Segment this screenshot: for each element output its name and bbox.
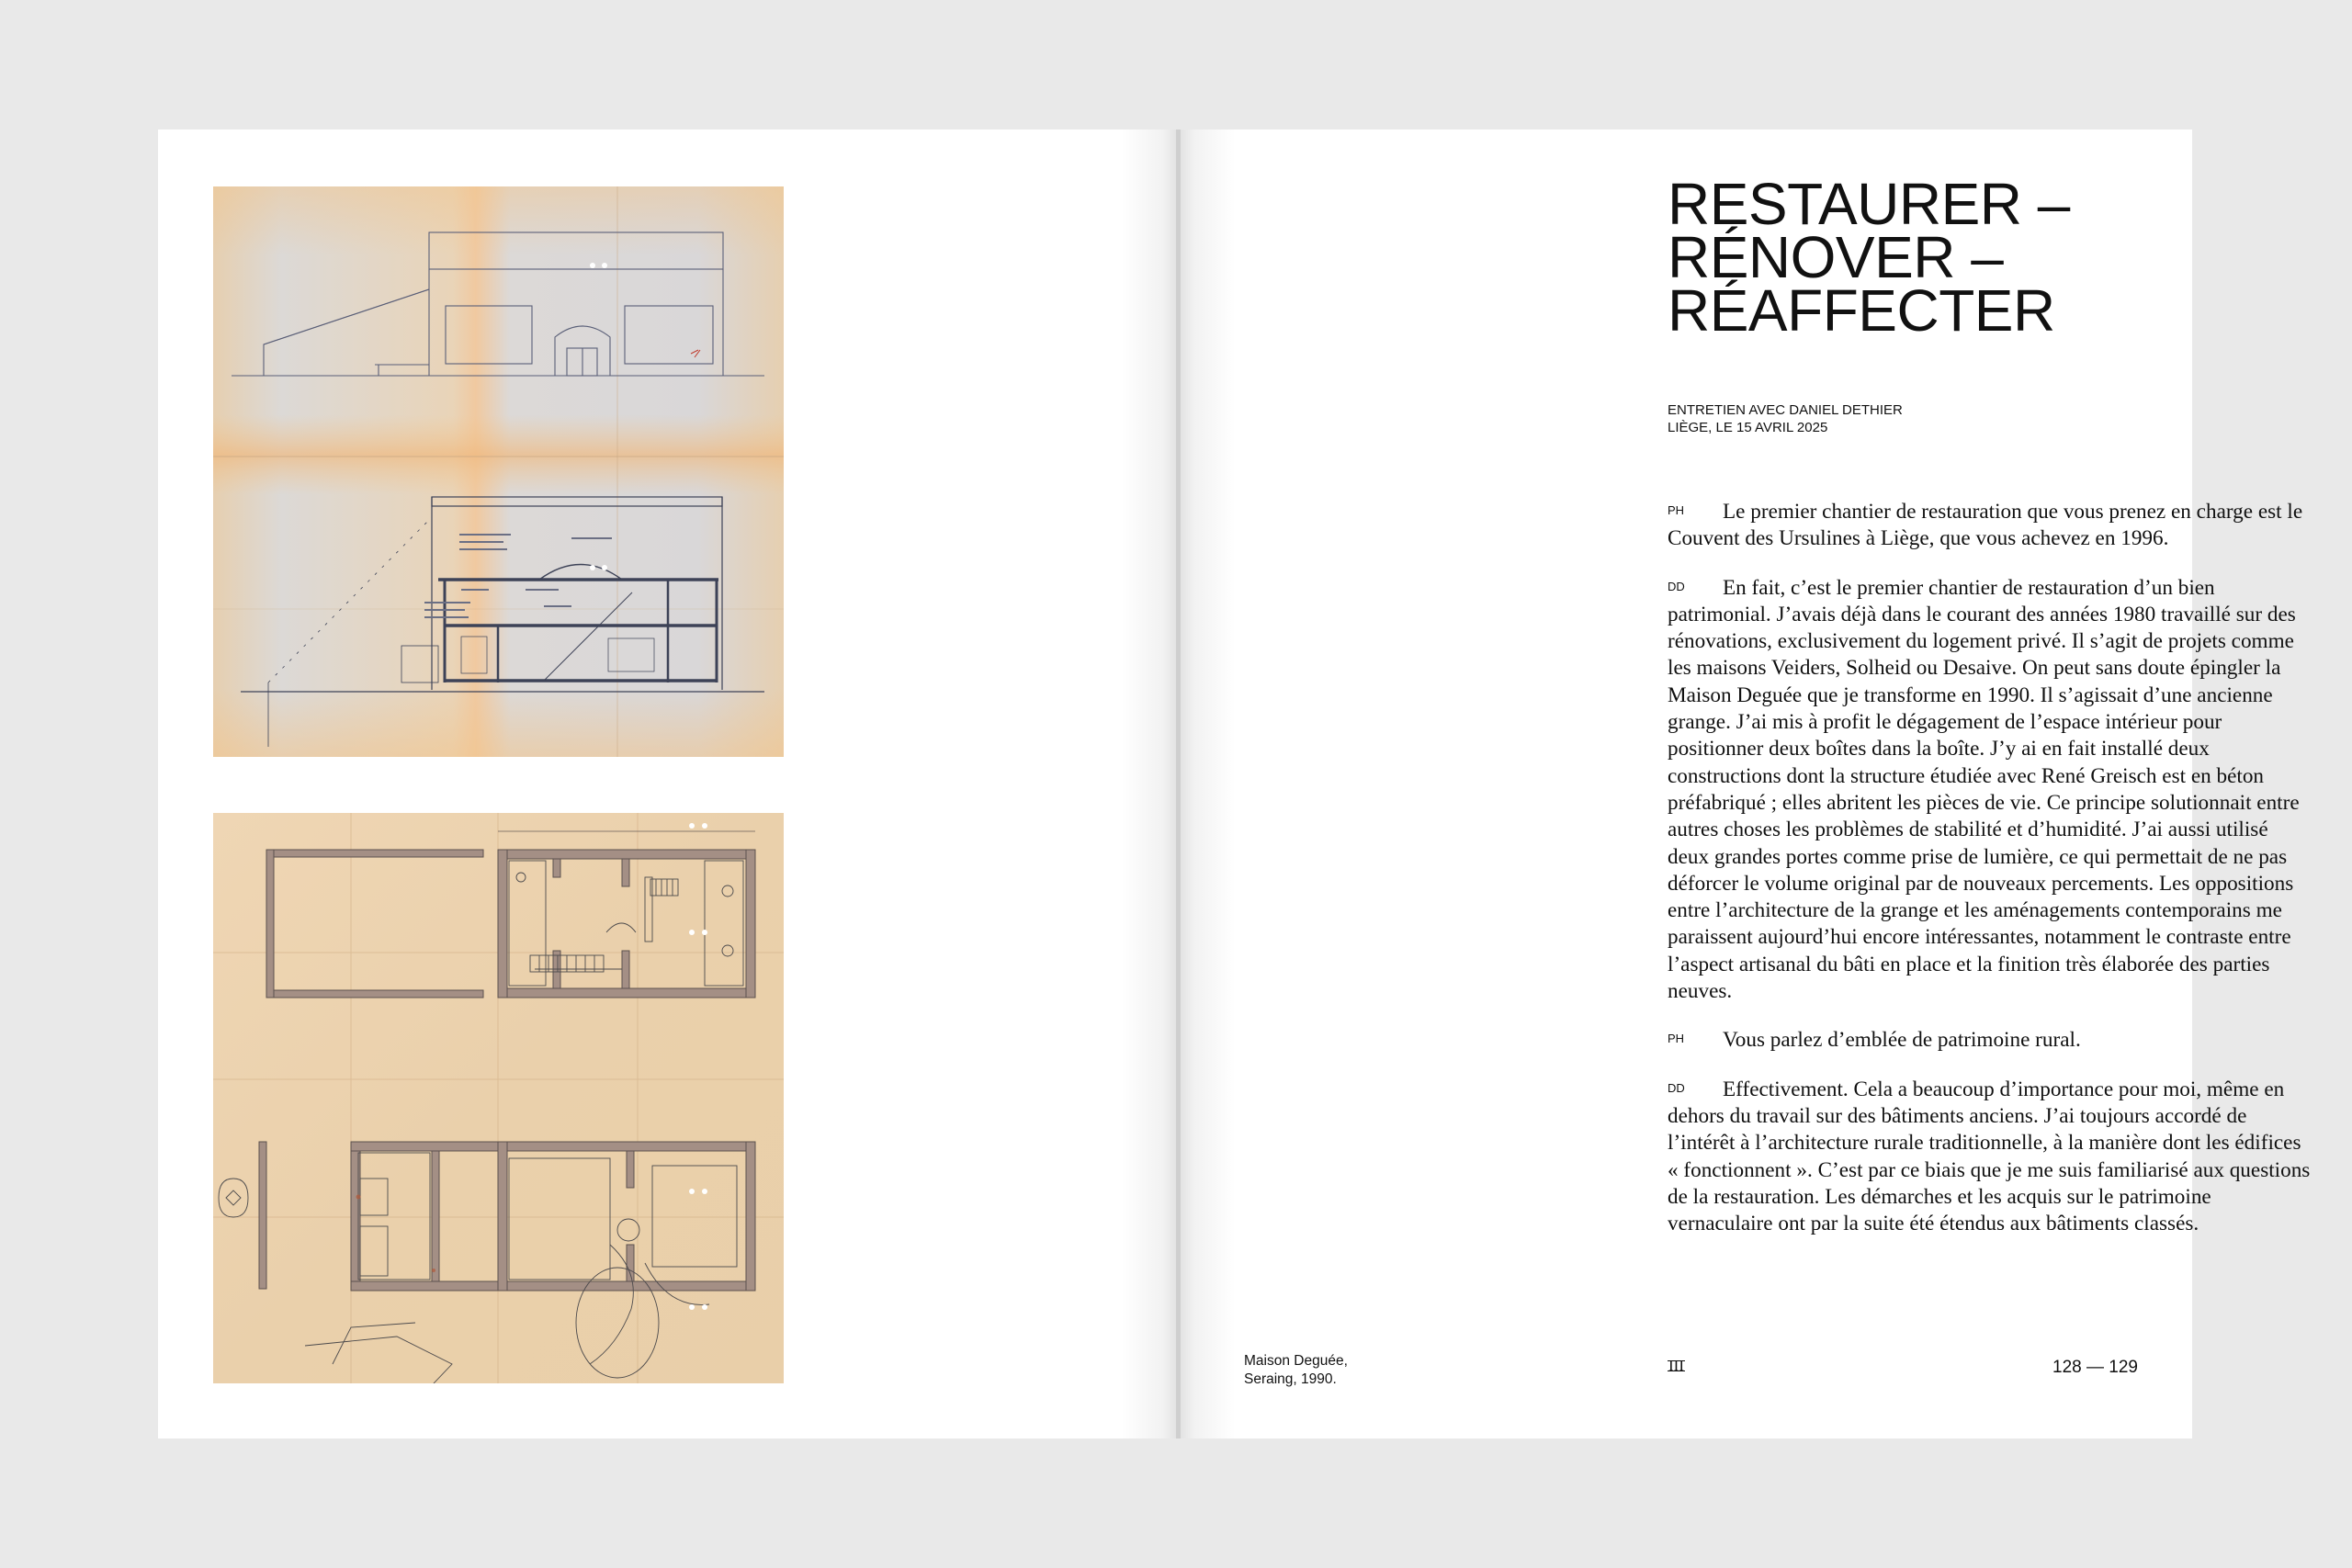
interview-text: En fait, c’est le premier chantier de restauration d’un bien patrimonial. J’avais déjà dans le courant des années 1980 travaillé sur des rénovations, exclusivement du logement privé. Il s’agit de projets comme les maisons Veiders, Solheid ou Desaive. On peut sans doute épingler la Maison Deguée que je transforme en 1990. Il s’agissait d’une ancienne grange. J’ai mis à profit le dégagement de l’espace intérieur pour positionner deux boîtes dans la boîte. J’y ai en fait installé deux constructions dont la structure étudiée avec René Greisch est en béton préfabriqué ; elles abritent les pièces de vie. Ce principe solutionnait entre autres choses les problèmes de stabilité et d’humidité. J’ai aussi utilisé deux grandes portes comme prise de lumière, ce qui permettait de ne pas déforcer le volume original par de nouveaux percements. Les oppositions entre l’architecture de la grange et les aménagements contemporains me paraissent aujourd’hui encore intéressantes, notamment le contraste entre l’aspect artisanal du bâti en place et la finition très élaborée des parties neuves. (1668, 575, 2300, 1004)
interview-body (1668, 499, 2311, 1259)
section-number: III (1668, 1357, 1684, 1374)
interview-entry (1668, 1077, 2311, 1238)
title-line: RÉNOVER – (1668, 224, 2004, 290)
speaker-label: PH (1668, 1032, 1685, 1046)
gutter-shadow (1121, 130, 1176, 1438)
interview-entry (1668, 575, 2311, 1006)
interview-text: Effectivement. Cela a beaucoup d’importance pour moi, même en dehors du travail sur des bâtiments anciens. J’ai toujours accordé de l’intérêt à l’architecture rurale traditionnelle, à la manière dont les édifices « fonctionnent ». C’est par ce biais que je me suis familiarisé aux questions de la restauration. Les démarches et les acquis sur le patrimoine vernaculaire ont par la suite été étendus aux bâtiments classés. (1668, 1077, 2311, 1236)
interview-text: Le premier chantier de restauration que vous prenez en charge est le Couvent des Ursulines à Liège, que vous achevez en 1996. (1668, 500, 2303, 551)
interview-text: Vous parlez d’emblée de patrimoine rural. (1723, 1028, 2081, 1053)
chapter-title (1668, 171, 2070, 344)
speaker-label: PH (1668, 503, 1685, 517)
interview-entry (1668, 499, 2311, 553)
speaker-label: DD (1668, 579, 1685, 593)
book-spread (158, 130, 2311, 1438)
interview-entry (1668, 1027, 2311, 1054)
right-page (1181, 130, 2311, 1438)
speaker-label: DD (1668, 1080, 1685, 1095)
left-page (158, 130, 1176, 1438)
interview-subtitle (1668, 401, 1903, 436)
title-line: RÉAFFECTER (1668, 277, 2055, 344)
gutter-shadow (1181, 130, 1236, 1438)
floor-plan-drawing (213, 813, 784, 1383)
title-line: RESTAURER – (1668, 171, 2070, 237)
elevation-section-drawing (213, 186, 784, 757)
caption-line: Maison Deguée, (1244, 1353, 1348, 1369)
subtitle-line: LIÈGE, LE 15 AVRIL 2025 (1668, 420, 1828, 435)
page-numbers: 128 — 129 (2052, 1358, 2138, 1377)
figure-caption (1244, 1352, 1348, 1389)
caption-line: Seraing, 1990. (1244, 1371, 1337, 1387)
subtitle-line: ENTRETIEN AVEC DANIEL DETHIER (1668, 402, 1903, 418)
